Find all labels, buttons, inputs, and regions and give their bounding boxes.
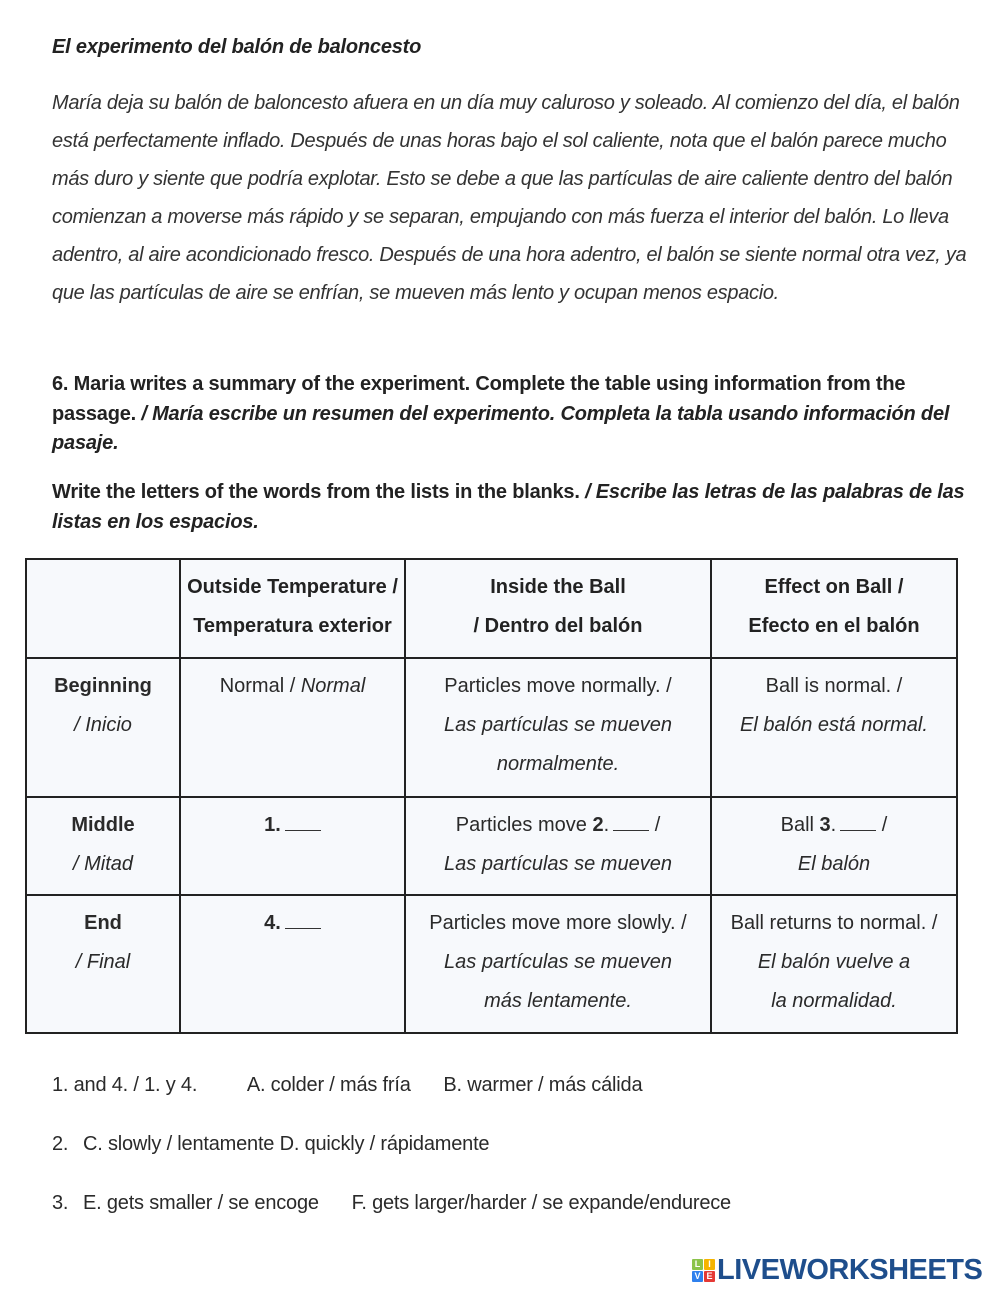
- table-header-row: [26, 559, 957, 658]
- header-effect-on-ball: Effect on Ball / Efecto en el balón: [711, 559, 957, 658]
- header-outside-temperature: Outside Temperature / Temperatura exterior: [180, 559, 405, 658]
- question-text-es: / María escribe un resumen del experimento. Completa la tabla usando información del pasaje.: [52, 402, 950, 454]
- table-row-end: [26, 895, 957, 1033]
- cell-inside: Particles move normally. / Las partículas se mueven normalmente.: [405, 658, 711, 797]
- answer-blank-4[interactable]: [285, 910, 321, 929]
- answer-blank-2[interactable]: [613, 812, 649, 831]
- question-number: 6.: [52, 373, 69, 395]
- liveworksheets-logo: [692, 1255, 982, 1285]
- table-row-middle: [26, 797, 957, 895]
- summary-table: [25, 558, 958, 1034]
- cell-outside: 1.: [180, 797, 405, 895]
- instructions-es: / Escribe las letras de las palabras de las listas en los espacios.: [52, 481, 965, 533]
- cell-inside: Particles move more slowly. / Las partículas se mueven más lentamente.: [405, 895, 711, 1033]
- question-prompt: [52, 370, 972, 459]
- cell-effect: Ball is normal. / El balón está normal.: [711, 658, 957, 797]
- table-row-beginning: [26, 658, 957, 797]
- cell-inside: Particles move 2. / Las partículas se mueven: [405, 797, 711, 895]
- word-list-label: 2.: [52, 1133, 69, 1155]
- instructions: [52, 478, 972, 537]
- option-b: B. warmer / más cálida: [443, 1074, 643, 1096]
- cell-outside: Normal / Normal: [180, 658, 405, 797]
- passage-text: María deja su balón de baloncesto afuera en un día muy caluroso y soleado. Al comienzo del día, el balón está perfectamente inflado. Después de unas horas bajo el sol caliente, nota que el balón parece mucho más duro y siente que podría explotar. Esto se debe a que las partículas de aire caliente dentro del balón comienzan a moverse más rápido y se separan, empujando con más fuerza el interior del balón. Lo lleva adentro, al aire acondicionado fresco. Después de una hora adentro, el balón se siente normal otra vez, ya que las partículas de aire se enfrían, se mueven más lento y ocupan menos espacio.: [52, 92, 967, 304]
- word-list-1-4: [52, 1074, 642, 1097]
- question-text-en: Maria writes a summary of the experiment. Complete the table using information from the passage.: [52, 373, 906, 425]
- option-c: C. slowly / lentamente: [83, 1133, 275, 1155]
- answer-blank-1[interactable]: [285, 812, 321, 831]
- header-empty: [26, 559, 180, 658]
- cell-effect: Ball 3. / El balón: [711, 797, 957, 895]
- cell-outside: 4.: [180, 895, 405, 1033]
- word-list-label: 3.: [52, 1192, 69, 1214]
- option-f: F. gets larger/harder / se expande/endurece: [351, 1192, 731, 1214]
- answer-blank-3[interactable]: [840, 812, 876, 831]
- option-a: A. colder / más fría: [246, 1074, 411, 1096]
- logo-text: LIVEWORKSHEETS: [717, 1253, 983, 1286]
- cell-effect: Ball returns to normal. / El balón vuelve a la normalidad.: [711, 895, 957, 1033]
- instructions-en: Write the letters of the words from the lists in the blanks.: [52, 481, 580, 503]
- word-list-3: [52, 1192, 731, 1215]
- row-label: Beginning / Inicio: [26, 658, 180, 797]
- row-label: Middle / Mitad: [26, 797, 180, 895]
- logo-tiles-icon: L I V E: [692, 1259, 715, 1282]
- option-d: D. quickly / rápidamente: [279, 1133, 490, 1155]
- header-inside-ball: Inside the Ball / Dentro del balón: [405, 559, 711, 658]
- word-list-label: 1. and 4. / 1. y 4.: [52, 1074, 198, 1096]
- option-e: E. gets smaller / se encoge: [83, 1192, 319, 1214]
- row-label: End / Final: [26, 895, 180, 1033]
- word-list-2: [52, 1133, 489, 1156]
- passage-title: El experimento del balón de baloncesto: [52, 36, 422, 58]
